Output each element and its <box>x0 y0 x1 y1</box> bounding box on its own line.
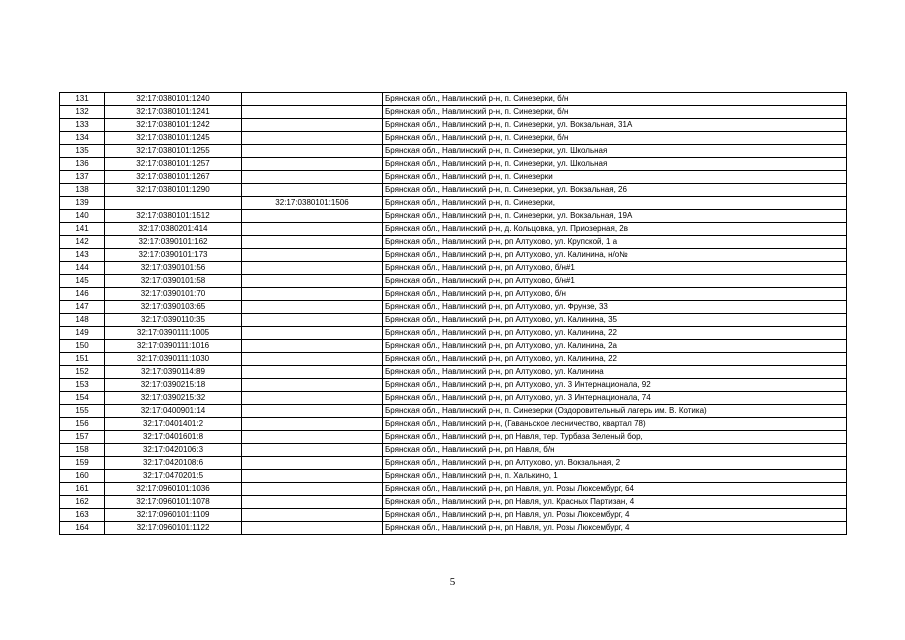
address-cell: Брянская обл., Навлинский р-н, (Гаваньское лесничество, квартал 78) <box>383 418 847 431</box>
cadastral-number-cell: 32:17:0401601:8 <box>105 431 242 444</box>
table-row <box>60 275 847 288</box>
previous-cadastral-number-cell <box>242 340 383 353</box>
table-row <box>60 457 847 470</box>
row-number-cell: 159 <box>60 457 105 470</box>
table-row <box>60 197 847 210</box>
cadastral-number-cell: 32:17:0390111:1016 <box>105 340 242 353</box>
table-row <box>60 496 847 509</box>
previous-cadastral-number-cell <box>242 158 383 171</box>
row-number-cell: 164 <box>60 522 105 535</box>
row-number-cell: 143 <box>60 249 105 262</box>
address-cell: Брянская обл., Навлинский р-н, рп Навля, б/н <box>383 444 847 457</box>
property-registry-table <box>59 92 847 535</box>
cadastral-number-cell: 32:17:0390101:58 <box>105 275 242 288</box>
cadastral-number-cell: 32:17:0960101:1036 <box>105 483 242 496</box>
table-row <box>60 522 847 535</box>
cadastral-number-cell: 32:17:0380101:1245 <box>105 132 242 145</box>
row-number-cell: 140 <box>60 210 105 223</box>
row-number-cell: 160 <box>60 470 105 483</box>
cadastral-number-cell: 32:17:0390101:162 <box>105 236 242 249</box>
row-number-cell: 151 <box>60 353 105 366</box>
address-cell: Брянская обл., Навлинский р-н, рп Алтухово, ул. 3 Интернационала, 74 <box>383 392 847 405</box>
cadastral-number-cell: 32:17:0390103:65 <box>105 301 242 314</box>
previous-cadastral-number-cell <box>242 457 383 470</box>
address-cell: Брянская обл., Навлинский р-н, рп Алтухово, ул. Калинина, 22 <box>383 353 847 366</box>
row-number-cell: 139 <box>60 197 105 210</box>
table-row <box>60 353 847 366</box>
previous-cadastral-number-cell <box>242 223 383 236</box>
address-cell: Брянская обл., Навлинский р-н, рп Алтухово, ул. Калинина <box>383 366 847 379</box>
address-cell: Брянская обл., Навлинский р-н, рп Алтухово, б/н#1 <box>383 275 847 288</box>
address-cell: Брянская обл., Навлинский р-н, рп Алтухово, ул. Калинина, н/о№ <box>383 249 847 262</box>
previous-cadastral-number-cell <box>242 405 383 418</box>
row-number-cell: 149 <box>60 327 105 340</box>
cadastral-number-cell: 32:17:0380101:1255 <box>105 145 242 158</box>
previous-cadastral-number-cell <box>242 496 383 509</box>
previous-cadastral-number-cell <box>242 236 383 249</box>
previous-cadastral-number-cell <box>242 444 383 457</box>
address-cell: Брянская обл., Навлинский р-н, рп Алтухово, ул. Калинина, 2а <box>383 340 847 353</box>
table-row <box>60 301 847 314</box>
previous-cadastral-number-cell <box>242 171 383 184</box>
cadastral-number-cell: 32:17:0390215:18 <box>105 379 242 392</box>
address-cell: Брянская обл., Навлинский р-н, п. Синезерки, <box>383 197 847 210</box>
cadastral-number-cell: 32:17:0390111:1005 <box>105 327 242 340</box>
previous-cadastral-number-cell <box>242 431 383 444</box>
cadastral-number-cell: 32:17:0380101:1242 <box>105 119 242 132</box>
row-number-cell: 153 <box>60 379 105 392</box>
cadastral-number-cell <box>105 197 242 210</box>
table-row <box>60 327 847 340</box>
row-number-cell: 145 <box>60 275 105 288</box>
page-number: 5 <box>449 576 456 588</box>
address-cell: Брянская обл., Навлинский р-н, п. Халькино, 1 <box>383 470 847 483</box>
address-cell: Брянская обл., Навлинский р-н, п. Синезерки, ул. Школьная <box>383 158 847 171</box>
address-cell: Брянская обл., Навлинский р-н, рп Навля, ул. Розы Люксембург, 64 <box>383 483 847 496</box>
address-cell: Брянская обл., Навлинский р-н, п. Синезерки, ул. Вокзальная, 19А <box>383 210 847 223</box>
row-number-cell: 137 <box>60 171 105 184</box>
table-row <box>60 249 847 262</box>
row-number-cell: 156 <box>60 418 105 431</box>
table-row <box>60 483 847 496</box>
address-cell: Брянская обл., Навлинский р-н, рп Алтухово, б/н#1 <box>383 262 847 275</box>
address-cell: Брянская обл., Навлинский р-н, рп Алтухово, ул. 3 Интернационала, 92 <box>383 379 847 392</box>
cadastral-number-cell: 32:17:0470201:5 <box>105 470 242 483</box>
address-cell: Брянская обл., Навлинский р-н, п. Синезерки, ул. Вокзальная, 31А <box>383 119 847 132</box>
address-cell: Брянская обл., Навлинский р-н, п. Синезерки, б/н <box>383 132 847 145</box>
cadastral-number-cell: 32:17:0390101:173 <box>105 249 242 262</box>
previous-cadastral-number-cell <box>242 262 383 275</box>
table-row <box>60 392 847 405</box>
row-number-cell: 134 <box>60 132 105 145</box>
row-number-cell: 155 <box>60 405 105 418</box>
address-cell: Брянская обл., Навлинский р-н, п. Синезерки, б/н <box>383 106 847 119</box>
cadastral-number-cell: 32:17:0380101:1257 <box>105 158 242 171</box>
cadastral-number-cell: 32:17:0960101:1078 <box>105 496 242 509</box>
registry-table-body <box>60 93 847 535</box>
row-number-cell: 150 <box>60 340 105 353</box>
previous-cadastral-number-cell <box>242 470 383 483</box>
cadastral-number-cell: 32:17:0390111:1030 <box>105 353 242 366</box>
address-cell: Брянская обл., Навлинский р-н, рп Навля, ул. Красных Партизан, 4 <box>383 496 847 509</box>
row-number-cell: 131 <box>60 93 105 106</box>
address-cell: Брянская обл., Навлинский р-н, рп Алтухово, ул. Калинина, 35 <box>383 314 847 327</box>
row-number-cell: 162 <box>60 496 105 509</box>
address-cell: Брянская обл., Навлинский р-н, п. Синезерки, ул. Вокзальная, 26 <box>383 184 847 197</box>
previous-cadastral-number-cell <box>242 288 383 301</box>
row-number-cell: 158 <box>60 444 105 457</box>
cadastral-number-cell: 32:17:0380201:414 <box>105 223 242 236</box>
table-row <box>60 158 847 171</box>
table-row <box>60 210 847 223</box>
table-row <box>60 366 847 379</box>
address-cell: Брянская обл., Навлинский р-н, рп Алтухово, ул. Калинина, 22 <box>383 327 847 340</box>
table-row <box>60 106 847 119</box>
row-number-cell: 141 <box>60 223 105 236</box>
table-row <box>60 132 847 145</box>
cadastral-number-cell: 32:17:0420108:6 <box>105 457 242 470</box>
row-number-cell: 148 <box>60 314 105 327</box>
table-row <box>60 145 847 158</box>
row-number-cell: 163 <box>60 509 105 522</box>
address-cell: Брянская обл., Навлинский р-н, рп Алтухово, б/н <box>383 288 847 301</box>
address-cell: Брянская обл., Навлинский р-н, рп Навля, ул. Розы Люксембург, 4 <box>383 522 847 535</box>
previous-cadastral-number-cell <box>242 366 383 379</box>
table-row <box>60 93 847 106</box>
table-row <box>60 184 847 197</box>
address-cell: Брянская обл., Навлинский р-н, рп Алтухово, ул. Вокзальная, 2 <box>383 457 847 470</box>
row-number-cell: 152 <box>60 366 105 379</box>
cadastral-number-cell: 32:17:0380101:1267 <box>105 171 242 184</box>
previous-cadastral-number-cell <box>242 353 383 366</box>
previous-cadastral-number-cell <box>242 379 383 392</box>
cadastral-number-cell: 32:17:0390110:35 <box>105 314 242 327</box>
previous-cadastral-number-cell <box>242 119 383 132</box>
previous-cadastral-number-cell <box>242 184 383 197</box>
table-row <box>60 444 847 457</box>
cadastral-number-cell: 32:17:0390215:32 <box>105 392 242 405</box>
address-cell: Брянская обл., Навлинский р-н, рп Алтухово, ул. Фрунзе, 33 <box>383 301 847 314</box>
row-number-cell: 138 <box>60 184 105 197</box>
row-number-cell: 142 <box>60 236 105 249</box>
table-row <box>60 262 847 275</box>
previous-cadastral-number-cell <box>242 327 383 340</box>
table-row <box>60 405 847 418</box>
row-number-cell: 133 <box>60 119 105 132</box>
previous-cadastral-number-cell <box>242 106 383 119</box>
cadastral-number-cell: 32:17:0960101:1122 <box>105 522 242 535</box>
table-row <box>60 236 847 249</box>
row-number-cell: 157 <box>60 431 105 444</box>
row-number-cell: 146 <box>60 288 105 301</box>
cadastral-number-cell: 32:17:0390114:89 <box>105 366 242 379</box>
previous-cadastral-number-cell <box>242 93 383 106</box>
table-row <box>60 470 847 483</box>
previous-cadastral-number-cell <box>242 509 383 522</box>
table-row <box>60 431 847 444</box>
table-row <box>60 171 847 184</box>
previous-cadastral-number-cell <box>242 132 383 145</box>
table-row <box>60 340 847 353</box>
table-row <box>60 509 847 522</box>
address-cell: Брянская обл., Навлинский р-н, д. Кольцовка, ул. Приозерная, 2в <box>383 223 847 236</box>
address-cell: Брянская обл., Навлинский р-н, п. Синезерки (Оздоровительный лагерь им. В. Котика) <box>383 405 847 418</box>
cadastral-number-cell: 32:17:0401401:2 <box>105 418 242 431</box>
row-number-cell: 154 <box>60 392 105 405</box>
cadastral-number-cell: 32:17:0390101:56 <box>105 262 242 275</box>
previous-cadastral-number-cell <box>242 314 383 327</box>
cadastral-number-cell: 32:17:0380101:1240 <box>105 93 242 106</box>
address-cell: Брянская обл., Навлинский р-н, рп Навля, тер. Турбаза Зеленый бор, <box>383 431 847 444</box>
cadastral-number-cell: 32:17:0390101:70 <box>105 288 242 301</box>
row-number-cell: 136 <box>60 158 105 171</box>
address-cell: Брянская обл., Навлинский р-н, п. Синезерки, ул. Школьная <box>383 145 847 158</box>
address-cell: Брянская обл., Навлинский р-н, п. Синезерки <box>383 171 847 184</box>
cadastral-number-cell: 32:17:0380101:1241 <box>105 106 242 119</box>
previous-cadastral-number-cell <box>242 249 383 262</box>
previous-cadastral-number-cell <box>242 275 383 288</box>
cadastral-number-cell: 32:17:0380101:1512 <box>105 210 242 223</box>
row-number-cell: 144 <box>60 262 105 275</box>
previous-cadastral-number-cell <box>242 210 383 223</box>
table-row <box>60 314 847 327</box>
cadastral-number-cell: 32:17:0420106:3 <box>105 444 242 457</box>
previous-cadastral-number-cell <box>242 392 383 405</box>
row-number-cell: 161 <box>60 483 105 496</box>
cadastral-number-cell: 32:17:0400901:14 <box>105 405 242 418</box>
previous-cadastral-number-cell <box>242 483 383 496</box>
table-row <box>60 288 847 301</box>
table-row <box>60 418 847 431</box>
row-number-cell: 147 <box>60 301 105 314</box>
address-cell: Брянская обл., Навлинский р-н, рп Алтухово, ул. Крупской, 1 а <box>383 236 847 249</box>
table-row <box>60 119 847 132</box>
row-number-cell: 135 <box>60 145 105 158</box>
row-number-cell: 132 <box>60 106 105 119</box>
table-row <box>60 379 847 392</box>
previous-cadastral-number-cell <box>242 522 383 535</box>
previous-cadastral-number-cell: 32:17:0380101:1506 <box>242 197 383 210</box>
address-cell: Брянская обл., Навлинский р-н, рп Навля, ул. Розы Люксембург, 4 <box>383 509 847 522</box>
previous-cadastral-number-cell <box>242 145 383 158</box>
address-cell: Брянская обл., Навлинский р-н, п. Синезерки, б/н <box>383 93 847 106</box>
previous-cadastral-number-cell <box>242 301 383 314</box>
cadastral-number-cell: 32:17:0380101:1290 <box>105 184 242 197</box>
previous-cadastral-number-cell <box>242 418 383 431</box>
cadastral-number-cell: 32:17:0960101:1109 <box>105 509 242 522</box>
table-row <box>60 223 847 236</box>
